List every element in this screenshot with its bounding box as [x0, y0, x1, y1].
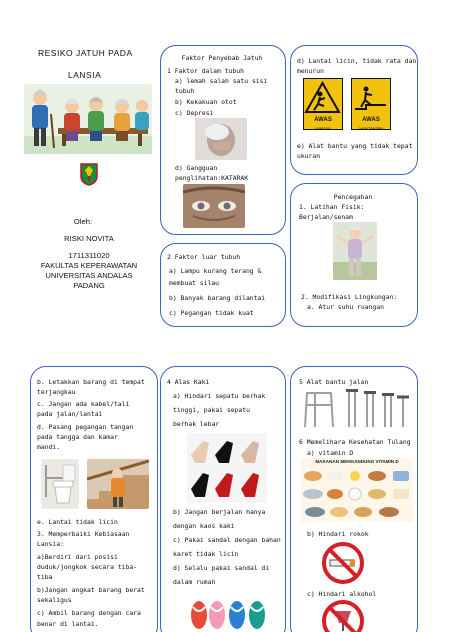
prevention-item2: 2. Modifikasi Lingkungan:	[301, 293, 398, 301]
footwear-a-line2: tinggi, pakai sepatu	[173, 406, 250, 414]
internal-factor-c: c) Depresi	[175, 109, 214, 117]
external-factor-c: c) Pegangan tidak kuat	[169, 309, 254, 317]
footwear-c-line1: c) Pakai sandal dengan bahan	[173, 536, 281, 544]
footwear-d-line2: dalam rumah	[173, 578, 216, 586]
external-factor-title: 2 Faktor luar tubuh	[167, 253, 241, 261]
vitamin-d-foods-chart	[301, 458, 413, 522]
footwear-b-line1: b) Jangan berjalan hanya	[173, 508, 266, 516]
slippery-sign-sublabel: Lantai Licin	[315, 126, 331, 130]
tip-d-line3: mandi.	[37, 443, 61, 451]
habit-b-line2: sekaligus	[37, 596, 72, 604]
high-heels-photo	[187, 433, 267, 503]
panel-environment-tips	[30, 366, 158, 632]
external-factor-a-line1: a) Lampu kurang terang &	[169, 267, 262, 275]
tip-d-line2: pada tangga dan kamar	[37, 433, 118, 441]
bone-health-b: b) Hindari rokok	[307, 530, 369, 538]
cover-by-label: Oleh:	[73, 217, 93, 226]
uneven-floor-icon	[352, 81, 389, 115]
cover-nim: 1711311020	[68, 251, 110, 260]
prevention-item1-detail: Berjalan/senam	[299, 213, 353, 221]
habit-c-line1: c) Ambil barang dengan cara	[37, 609, 141, 617]
cataract-eyes-photo	[183, 184, 245, 228]
no-alcohol-icon	[321, 599, 365, 632]
uneven-floor-sign	[351, 78, 391, 130]
footwear-a-line3: berhak lebar	[173, 420, 220, 428]
cover-author: RISKI NOVITA	[64, 234, 114, 243]
toilet-grab-bar-photo	[41, 459, 79, 509]
tip-b-line1: b. Letakkan barang di tempat	[37, 378, 145, 386]
no-smoking-icon	[321, 541, 365, 585]
tip-c-line2: pada jalan/lantai	[37, 410, 103, 418]
uneven-sign-label: AWAS	[362, 117, 380, 123]
vitamin-d-foods-title: MAKANAN MENGANDUNG VITAMIN D	[315, 459, 399, 464]
tip-c-line1: c. Jangan ada kabel/tali	[37, 400, 130, 408]
slippery-sign-label: AWAS	[314, 117, 332, 123]
external-factor-b: b) Banyak barang dilantai	[169, 294, 266, 302]
habit-a-line1: a)Berdiri dari posisi	[37, 553, 118, 561]
panel-walking-aids	[290, 366, 418, 632]
internal-factor-a-line1: a) lemah salah satu sisi	[175, 77, 268, 85]
cover-faculty: FAKULTAS KEPERAWATAN	[40, 261, 138, 270]
elderly-exercise-photo	[333, 222, 377, 280]
panel-risk-factors	[160, 45, 286, 235]
panel-footwear	[160, 366, 286, 632]
habit-c-line2: benar di lantai.	[37, 620, 99, 628]
prevention-item1: 1. Latihan Fisik:	[299, 203, 365, 211]
prevention-heading: Pencegahan	[333, 193, 373, 201]
footwear-d-line1: d) Selalu pakai sandal di	[173, 564, 270, 572]
sandals-photo	[187, 593, 271, 632]
habit-title-line2: Lansia:	[37, 540, 64, 548]
depressed-elderly-photo	[195, 118, 247, 160]
walking-aids-illustration	[301, 387, 413, 429]
warning-triangle-icon	[304, 81, 341, 115]
habit-a-line2: duduk/jongkok secara tiba-	[37, 563, 138, 571]
tip-d-line1: d. Pasang pegangan tangan	[37, 423, 134, 431]
footwear-c-line2: karet tidak licin	[173, 550, 239, 558]
stair-handrail-photo	[87, 459, 149, 509]
panel-floor-hazards	[290, 45, 418, 175]
tip-b-line2: terjangkau	[37, 388, 76, 396]
internal-factor-d-line1: d) Gangguan	[175, 164, 218, 172]
slippery-floor-sign	[303, 78, 343, 130]
floor-hazard-e-line1: e) Alat bantu yang tidak tepat	[297, 142, 413, 150]
university-logo	[79, 162, 99, 186]
tip-e: e. Lantai tidak licin	[37, 518, 118, 526]
elderly-group-illustration	[24, 84, 152, 154]
floor-hazard-d-line1: d) Lantai licin, tidak rata dan	[297, 57, 417, 65]
bone-health-title: 6 Memelihara Kesehatan Tulang	[299, 438, 411, 446]
cover-university: UNIVERSITAS ANDALAS	[45, 271, 133, 280]
habit-b-line1: b)Jangan angkat barang berat	[37, 586, 145, 594]
internal-factor-b: b) Kekakuan otot	[175, 98, 237, 106]
risk-factors-heading: Faktor Penyebab Jatuh	[181, 54, 263, 62]
internal-factor-d-line2: penglihatan:KATARAK	[175, 174, 249, 182]
bone-health-c: c) Hindari alkohol	[307, 590, 377, 598]
internal-factor-title: 1 Faktor dalam tubuh	[167, 67, 244, 75]
cover-title-line2: LANSIA	[68, 70, 102, 80]
floor-hazard-e-line2: ukuran	[297, 152, 321, 160]
footwear-b-line2: dengan kaos kaki	[173, 522, 235, 530]
uneven-sign-sublabel: Lantai Tidak Rata	[359, 126, 383, 130]
internal-factor-a-line2: tubuh	[175, 87, 195, 95]
cover-city: PADANG	[73, 281, 105, 290]
footwear-title: 4 Alas Kaki	[167, 378, 210, 386]
floor-hazard-d-line2: menurun	[297, 67, 324, 75]
prevention-item2-a: a. Atur suhu ruangan	[307, 303, 384, 311]
bone-health-a: a) vitamin D	[307, 449, 354, 457]
footwear-a-line1: a) Hindari sepatu berhak	[173, 392, 266, 400]
panel-external-factors	[160, 243, 286, 327]
cover-title-line1: RESIKO JATUH PADA	[38, 48, 133, 58]
panel-prevention	[290, 183, 418, 327]
habit-title: 3. Memperbaiki Kebiasaan	[37, 530, 130, 538]
walking-aid-title: 5 Alat bantu jalan	[299, 378, 369, 386]
external-factor-a-line2: membuat silau	[169, 279, 220, 287]
habit-a-line3: tiba	[37, 573, 53, 581]
